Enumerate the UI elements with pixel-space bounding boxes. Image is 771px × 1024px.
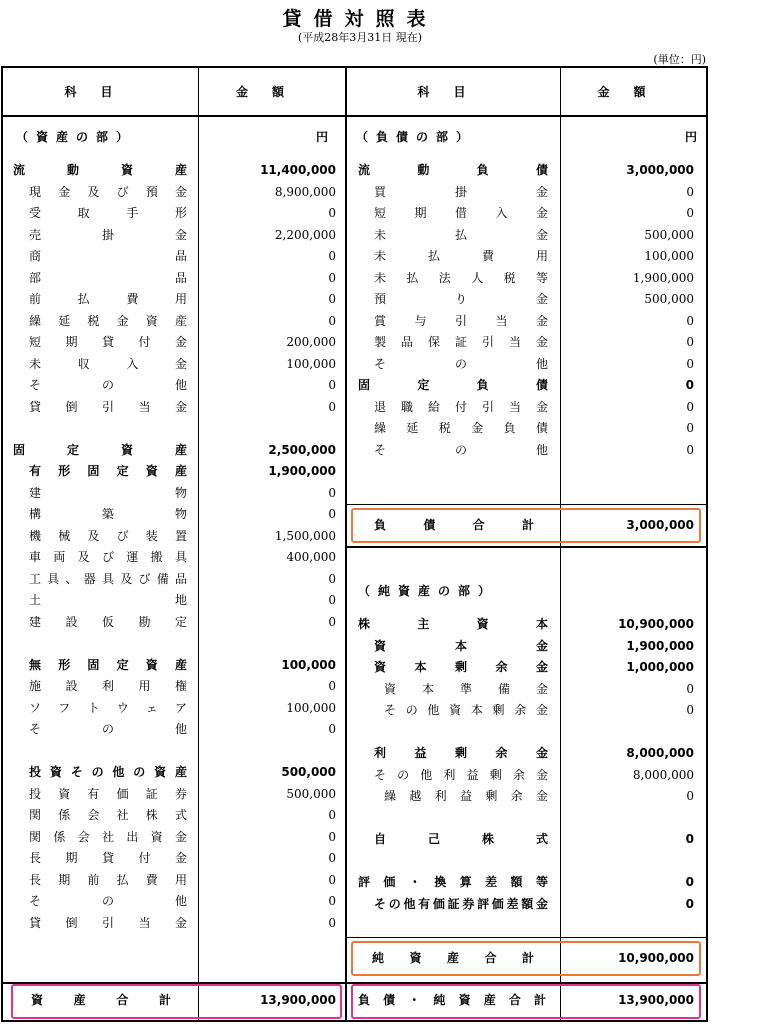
- asset-item-row: [1, 590, 361, 611]
- asset-item-row: [1, 827, 361, 848]
- asset-item-row: [1, 526, 361, 547]
- asset-item-value: 1,900,000: [268, 464, 336, 478]
- asset-item-value: 500,000: [281, 765, 336, 779]
- liability-item-label: 短期借入金: [374, 206, 548, 220]
- liability-item-label: 買掛金: [374, 184, 548, 199]
- asset-item-value: 0: [328, 399, 336, 414]
- equity-item-label: 評価・換算差額等: [358, 875, 548, 889]
- equity-item-label: 資本準備金: [384, 681, 548, 696]
- equity-item-value: 10,900,000: [618, 617, 694, 631]
- equity-item-row: [346, 765, 706, 786]
- liability-item-row: [346, 354, 706, 375]
- equity-item-value: 1,000,000: [626, 660, 694, 674]
- asset-item-row: [1, 332, 361, 353]
- asset-item-value: 1,500,000: [274, 528, 336, 543]
- asset-item-row: [1, 805, 361, 826]
- liability-item-row: [346, 440, 706, 461]
- grand-total-value: 13,900,000: [618, 993, 694, 1007]
- asset-item-label: その他: [29, 378, 187, 392]
- asset-item-label: 売掛金: [29, 227, 187, 242]
- liability-item-label: 製品保証引当金: [374, 335, 548, 349]
- asset-item-value: 0: [328, 722, 336, 736]
- liability-item-row: [346, 418, 706, 439]
- asset-item-value: 2,200,000: [274, 227, 336, 242]
- asset-item-row: [1, 246, 361, 267]
- equity-item-row: [346, 679, 706, 700]
- liability-item-value: 100,000: [644, 249, 694, 263]
- asset-item-value: 0: [328, 894, 336, 908]
- asset-item-row: [1, 784, 361, 805]
- asset-item-value: 0: [328, 808, 336, 822]
- equity-total-label: 純資産合計: [372, 951, 534, 965]
- equity-item-row: [346, 808, 706, 829]
- asset-item-row: [1, 418, 361, 439]
- equity-item-value: 8,000,000: [626, 746, 694, 760]
- liability-item-row: [346, 160, 706, 181]
- liability-item-row: [346, 246, 706, 267]
- asset-item-value: 0: [328, 313, 336, 328]
- equity-item-label: 自己株式: [374, 832, 548, 846]
- asset-item-row: [1, 440, 361, 461]
- liability-item-label: 退職給付引当金: [374, 399, 548, 414]
- asset-item-value: 0: [328, 378, 336, 392]
- asset-item-value: 0: [328, 292, 336, 306]
- assets-section-heading: （資産の部）: [16, 130, 137, 144]
- liability-item-row: [346, 397, 706, 418]
- liability-item-label: その他: [374, 442, 548, 457]
- equity-item-row: [346, 700, 706, 721]
- equity-item-row: [346, 851, 706, 872]
- equity-item-row: [346, 722, 706, 743]
- asset-item-row: [1, 762, 361, 783]
- liabilities-total-highlight: [351, 508, 701, 543]
- document-title: 貸借対照表: [282, 8, 438, 30]
- asset-item-row: [1, 741, 361, 762]
- equity-item-label: 繰越利益剰余金: [384, 789, 548, 803]
- equity-section-heading: （純資産の部）: [358, 584, 499, 598]
- equity-item-value: 0: [686, 789, 694, 803]
- asset-item-value: 500,000: [286, 786, 336, 801]
- asset-item-value: 0: [328, 507, 336, 521]
- asset-item-value: 0: [328, 679, 336, 693]
- equity-item-row: [346, 743, 706, 764]
- liability-item-value: 0: [686, 206, 694, 220]
- asset-item-row: [1, 547, 361, 568]
- asset-item-label: 現金及び預金: [29, 184, 187, 199]
- yen-label-left: 円: [316, 130, 329, 144]
- liability-item-row: [346, 289, 706, 310]
- equity-item-label: 資本金: [374, 638, 548, 653]
- asset-item-label: 長期前払費用: [29, 872, 187, 887]
- asset-item-row: [1, 461, 361, 482]
- asset-item-value: 0: [328, 206, 336, 220]
- asset-item-row: [1, 719, 361, 740]
- liab-total-top-rule: [346, 504, 708, 505]
- equity-item-value: 8,000,000: [632, 767, 694, 782]
- liability-item-value: 0: [686, 313, 694, 328]
- liability-item-value: 0: [685, 378, 694, 392]
- equity-item-value: 0: [686, 681, 694, 696]
- asset-item-label: 投資有価証券: [29, 786, 187, 801]
- equity-item-value: 0: [686, 703, 694, 717]
- asset-item-label: ソフトウェア: [29, 700, 187, 715]
- equity-item-value: 1,900,000: [626, 638, 694, 653]
- equity-item-row: [346, 872, 706, 893]
- equity-total-highlight: [351, 941, 701, 976]
- asset-item-value: 0: [328, 872, 336, 887]
- asset-item-value: 0: [328, 851, 336, 865]
- asset-item-value: 0: [328, 249, 336, 263]
- equity-item-row: [346, 829, 706, 850]
- asset-item-label: 投資その他の資産: [29, 765, 187, 779]
- liability-item-value: 1,900,000: [632, 270, 694, 285]
- equity-item-row: [346, 786, 706, 807]
- asset-item-row: [1, 655, 361, 676]
- liability-item-label: 流動負債: [358, 163, 548, 177]
- asset-item-label: 前払費用: [29, 292, 187, 306]
- liability-item-label: 固定負債: [358, 378, 548, 392]
- liability-item-value: 0: [686, 399, 694, 414]
- equity-item-label: その他有価証券評価差額金: [374, 896, 548, 911]
- liability-item-label: 預り金: [374, 292, 548, 306]
- asset-item-label: 貸倒引当金: [29, 915, 187, 930]
- liability-item-value: 0: [686, 356, 694, 371]
- asset-item-value: 0: [328, 270, 336, 285]
- asset-item-label: 部品: [29, 270, 187, 285]
- asset-item-label: 関係会社株式: [29, 808, 187, 822]
- asset-item-label: 車両及び運搬具: [29, 550, 187, 564]
- liability-item-label: 繰延税金負債: [374, 421, 548, 435]
- equity-item-row: [346, 657, 706, 678]
- asset-item-row: [1, 848, 361, 869]
- asset-item-row: [1, 698, 361, 719]
- equity-section-rule: [346, 546, 708, 548]
- grand-total-label: 負債・純資産合計: [358, 993, 546, 1007]
- asset-item-row: [1, 354, 361, 375]
- assets-total-label: 資産合計: [31, 993, 171, 1007]
- grand-total-highlight: [351, 984, 701, 1019]
- asset-item-value: 400,000: [286, 550, 336, 564]
- asset-item-label: 施設利用権: [29, 679, 187, 693]
- liability-item-row: [346, 311, 706, 332]
- equity-item-row: [346, 636, 706, 657]
- asset-item-row: [1, 891, 361, 912]
- asset-item-value: 100,000: [286, 356, 336, 371]
- asset-item-label: 土地: [29, 593, 187, 607]
- liability-item-row: [346, 225, 706, 246]
- asset-item-label: 機械及び装置: [29, 528, 187, 543]
- liability-item-row: [346, 182, 706, 203]
- liability-item-label: 未払費用: [374, 249, 548, 263]
- currency-unit: (単位：円): [653, 53, 706, 66]
- asset-item-label: 無形固定資産: [29, 657, 187, 672]
- equity-item-label: その他利益剰余金: [374, 767, 548, 782]
- header-amount-left: 金額: [235, 85, 308, 99]
- asset-item-value: 100,000: [286, 700, 336, 715]
- as-of-date: (平成28年3月31日 現在): [297, 31, 423, 44]
- asset-item-label: 貸倒引当金: [29, 399, 187, 414]
- equity-item-value: 0: [685, 875, 694, 889]
- liability-item-value: 0: [686, 335, 694, 349]
- asset-item-row: [1, 504, 361, 525]
- asset-item-row: [1, 612, 361, 633]
- liability-item-value: 3,000,000: [626, 163, 694, 177]
- asset-item-label: 建設仮勘定: [29, 614, 187, 629]
- equity-item-label: その他資本剰余金: [384, 703, 548, 717]
- asset-item-row: [1, 160, 361, 181]
- asset-item-label: 工具、器具及び備品: [29, 571, 187, 586]
- asset-item-value: 0: [328, 614, 336, 629]
- liability-item-row: [346, 268, 706, 289]
- equity-item-label: 資本剰余金: [374, 660, 548, 674]
- asset-item-label: 建物: [29, 485, 187, 500]
- asset-item-value: 0: [328, 485, 336, 500]
- liability-item-row: [346, 203, 706, 224]
- equity-item-label: 利益剰余金: [374, 746, 548, 760]
- asset-item-row: [1, 225, 361, 246]
- assets-total-value: 13,900,000: [260, 993, 336, 1007]
- asset-item-label: 有形固定資産: [29, 464, 187, 478]
- asset-item-row: [1, 676, 361, 697]
- equity-total-top-rule: [346, 937, 708, 938]
- asset-item-row: [1, 203, 361, 224]
- liability-item-value: 0: [686, 421, 694, 435]
- asset-item-row: [1, 289, 361, 310]
- liability-item-row: [346, 375, 706, 396]
- header-item-right: 科目: [417, 85, 490, 99]
- asset-item-row: [1, 483, 361, 504]
- equity-item-value: 0: [685, 896, 694, 911]
- asset-item-label: 受取手形: [29, 206, 187, 220]
- liability-item-row: [346, 332, 706, 353]
- asset-item-label: その他: [29, 894, 187, 908]
- liabilities-total-value: 3,000,000: [626, 518, 694, 532]
- asset-item-value: 11,400,000: [260, 163, 336, 177]
- liability-item-label: 未払金: [374, 227, 548, 242]
- asset-item-value: 0: [328, 571, 336, 586]
- liability-item-label: その他: [374, 356, 548, 371]
- liabilities-total-label: 負債合計: [374, 518, 534, 532]
- liability-item-value: 500,000: [644, 292, 694, 306]
- asset-item-value: 0: [328, 915, 336, 930]
- yen-label-right: 円: [685, 130, 698, 144]
- asset-item-value: 200,000: [286, 335, 336, 349]
- asset-item-label: 商品: [29, 249, 187, 263]
- asset-item-label: その他: [29, 722, 187, 736]
- header-amount-right: 金額: [597, 85, 670, 99]
- asset-item-label: 構築物: [29, 507, 187, 521]
- liability-item-label: 未払法人税等: [374, 270, 548, 285]
- header-item-left: 科目: [64, 85, 137, 99]
- asset-item-row: [1, 375, 361, 396]
- asset-item-row: [1, 633, 361, 654]
- asset-item-label: 流動資産: [13, 163, 187, 177]
- asset-item-label: 繰延税金資産: [29, 313, 187, 328]
- liability-item-value: 0: [686, 184, 694, 199]
- equity-item-row: [346, 894, 706, 915]
- asset-item-value: 100,000: [281, 657, 336, 672]
- asset-item-label: 長期貸付金: [29, 851, 187, 865]
- asset-item-row: [1, 870, 361, 891]
- asset-item-row: [1, 182, 361, 203]
- equity-total-value: 10,900,000: [618, 951, 694, 965]
- asset-item-label: 関係会社出資金: [29, 829, 187, 844]
- asset-item-row: [1, 397, 361, 418]
- asset-item-value: 2,500,000: [268, 442, 336, 457]
- asset-item-label: 短期貸付金: [29, 335, 187, 349]
- asset-item-row: [1, 268, 361, 289]
- equity-item-value: 0: [685, 832, 694, 846]
- asset-item-label: 固定資産: [13, 442, 187, 457]
- asset-item-value: 8,900,000: [274, 184, 336, 199]
- asset-item-label: 未収入金: [29, 356, 187, 371]
- liabilities-section-heading: （負債の部）: [356, 130, 477, 144]
- assets-total-highlight: [11, 984, 342, 1019]
- asset-item-value: 0: [328, 829, 336, 844]
- asset-item-row: [1, 569, 361, 590]
- liability-item-label: 賞与引当金: [374, 313, 548, 328]
- asset-item-value: 0: [328, 593, 336, 607]
- equity-item-label: 株主資本: [358, 617, 548, 631]
- liability-item-value: 0: [686, 442, 694, 457]
- asset-item-row: [1, 913, 361, 934]
- liability-item-value: 500,000: [644, 227, 694, 242]
- equity-item-row: [346, 614, 706, 635]
- asset-item-row: [1, 311, 361, 332]
